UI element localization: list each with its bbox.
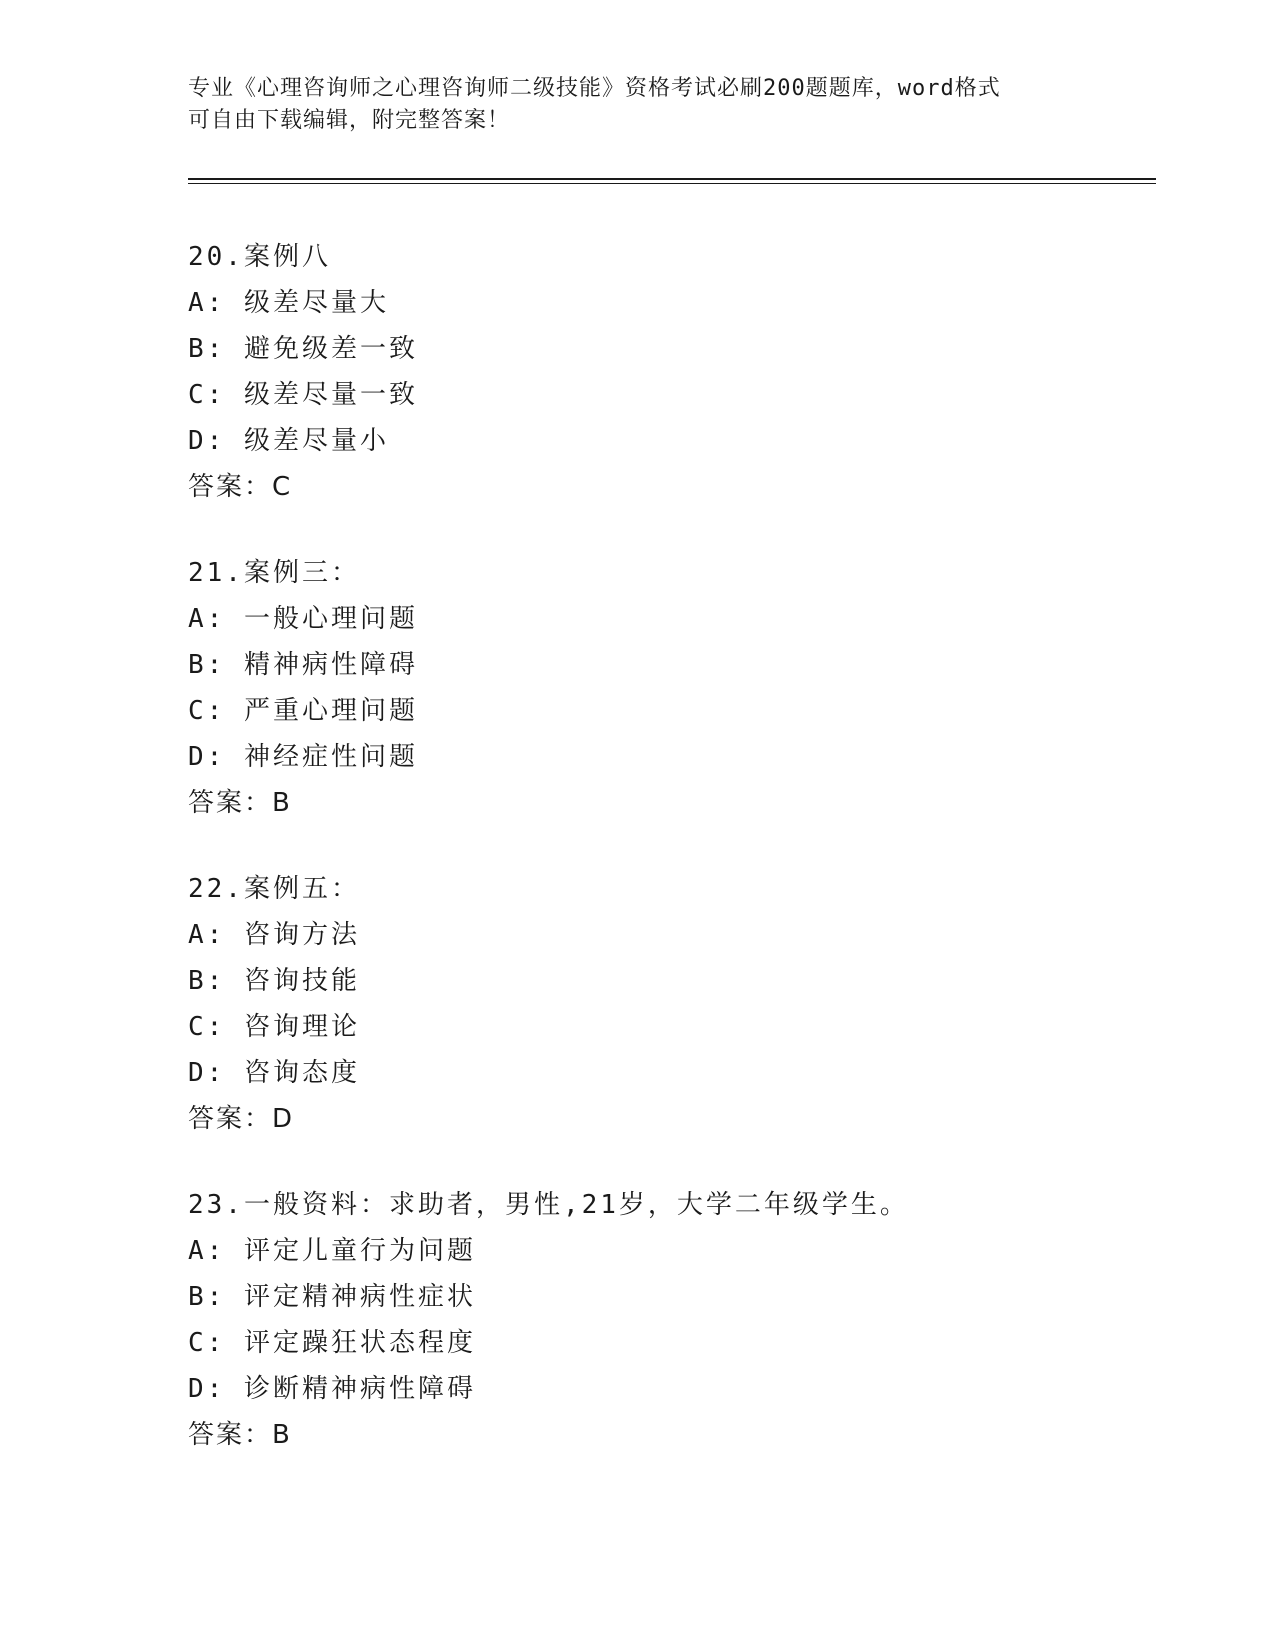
option-a: A: 咨询方法	[188, 920, 360, 950]
question-stem: 20.案例八	[188, 242, 331, 272]
option-c: C: 严重心理问题	[188, 696, 418, 726]
option-d: D: 神经症性问题	[188, 742, 418, 772]
header-divider-thin	[188, 183, 1156, 184]
option-c: C: 级差尽量一致	[188, 380, 418, 410]
question-stem: 22.案例五：	[188, 874, 360, 904]
question-block	[188, 1182, 1148, 1458]
question-block	[188, 866, 1148, 1142]
question-stem: 21.案例三：	[188, 558, 360, 588]
document-header	[188, 73, 1088, 137]
answer-line: 答案：B	[188, 1420, 292, 1450]
option-c: C: 评定躁狂状态程度	[188, 1328, 476, 1358]
option-d: D: 咨询态度	[188, 1058, 360, 1088]
option-a: A: 级差尽量大	[188, 288, 389, 318]
answer-line: 答案：B	[188, 788, 292, 818]
option-c: C: 咨询理论	[188, 1012, 360, 1042]
header-divider-thick	[188, 178, 1156, 180]
header-line-2: 可自由下载编辑，附完整答案！	[188, 108, 511, 133]
answer-line: 答案：D	[188, 1104, 295, 1134]
option-a: A: 评定儿童行为问题	[188, 1236, 476, 1266]
option-d: D: 级差尽量小	[188, 426, 389, 456]
question-block	[188, 234, 1148, 510]
option-a: A: 一般心理问题	[188, 604, 418, 634]
question-stem: 23.一般资料：求助者，男性,21岁，大学二年级学生。	[188, 1190, 909, 1220]
question-block	[188, 550, 1148, 826]
option-b: B: 评定精神病性症状	[188, 1282, 476, 1312]
answer-line: 答案：C	[188, 472, 293, 502]
option-b: B: 咨询技能	[188, 966, 360, 996]
option-b: B: 精神病性障碍	[188, 650, 418, 680]
header-line-1: 专业《心理咨询师之心理咨询师二级技能》资格考试必刷200题题库，word格式	[188, 76, 1001, 101]
option-d: D: 诊断精神病性障碍	[188, 1374, 476, 1404]
option-b: B: 避免级差一致	[188, 334, 418, 364]
